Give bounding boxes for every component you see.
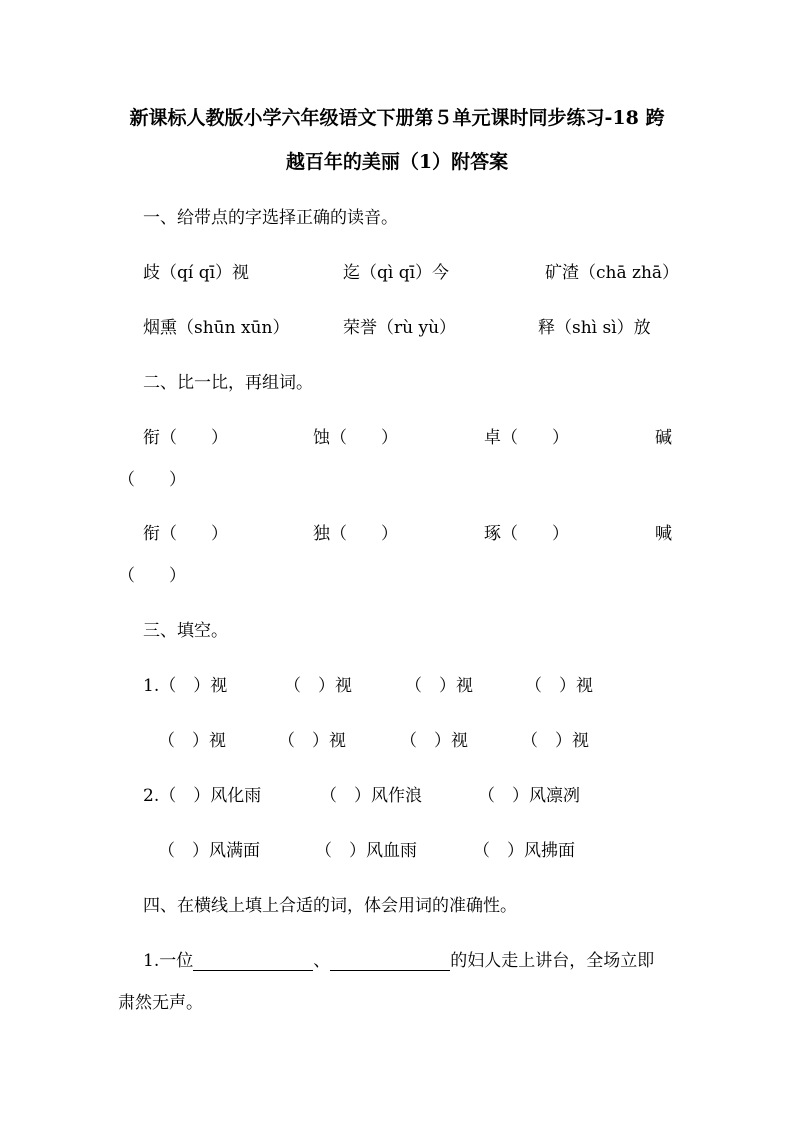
fill-item: （ ）视 [521, 731, 589, 751]
q1-suffix: 的妇人走上讲台，全场立即 [450, 951, 655, 971]
fill-item: （ ）视 [278, 731, 346, 751]
answer-blank[interactable] [330, 952, 450, 971]
pinyin-item: 释（shì sì）放 [538, 318, 651, 338]
pinyin-item: 歧（qí qī）视 [143, 263, 250, 283]
section-1-heading: 一、给带点的字选择正确的读音。 [143, 208, 398, 228]
fill-item: （ ）视 [158, 731, 226, 751]
q1-prefix: 1.一位 [143, 951, 194, 971]
compare-item: 碱 [655, 428, 672, 448]
fill-item: （ ）风满面 [158, 841, 260, 861]
fill-item: （ ）视 [400, 731, 468, 751]
compare-wrap: （ ） [118, 470, 186, 490]
section-4-heading: 四、在横线上填上合适的词，体会用词的准确性。 [143, 896, 517, 916]
pinyin-item: 矿渣（chā zhā） [545, 263, 680, 283]
compare-item: 蚀（ ） [313, 428, 398, 448]
fill-item: （ ）风作浪 [320, 786, 422, 806]
fill-item: （ ）视 [284, 676, 352, 696]
q1-separator: 、 [313, 951, 331, 971]
fill-item: （ ）风拂面 [473, 841, 575, 861]
fill-item: 2.（ ）风化雨 [143, 786, 262, 806]
compare-item: 卓（ ） [484, 428, 569, 448]
compare-item: 衔（ ） [143, 524, 228, 544]
compare-item: 独（ ） [313, 524, 398, 544]
compare-item: 衔（ ） [143, 428, 228, 448]
sentence-q1-wrap: 肃然无声。 [118, 993, 203, 1013]
compare-wrap: （ ） [118, 566, 186, 586]
fill-item: （ ）风凛冽 [478, 786, 580, 806]
fill-item: （ ）视 [405, 676, 473, 696]
section-2-heading: 二、比一比，再组词。 [143, 373, 313, 393]
sentence-q1 [143, 946, 654, 971]
title-line-2: 越百年的美丽（1）附答案 [285, 151, 509, 173]
answer-blank[interactable] [193, 952, 313, 971]
compare-item: 喊 [655, 524, 672, 544]
document-title [112, 96, 682, 184]
fill-item: （ ）视 [525, 676, 593, 696]
fill-item: 1.（ ）视 [143, 676, 228, 696]
compare-item: 琢（ ） [484, 524, 569, 544]
pinyin-item: 烟熏（shūn xūn） [143, 318, 290, 338]
pinyin-item: 荣誉（rù yù） [343, 318, 457, 338]
title-line-1: 新课标人教版小学六年级语文下册第５单元课时同步练习-18 跨 [129, 107, 665, 129]
pinyin-item: 迄（qì qī）今 [343, 263, 450, 283]
fill-item: （ ）风血雨 [315, 841, 417, 861]
section-3-heading: 三、填空。 [143, 621, 228, 641]
